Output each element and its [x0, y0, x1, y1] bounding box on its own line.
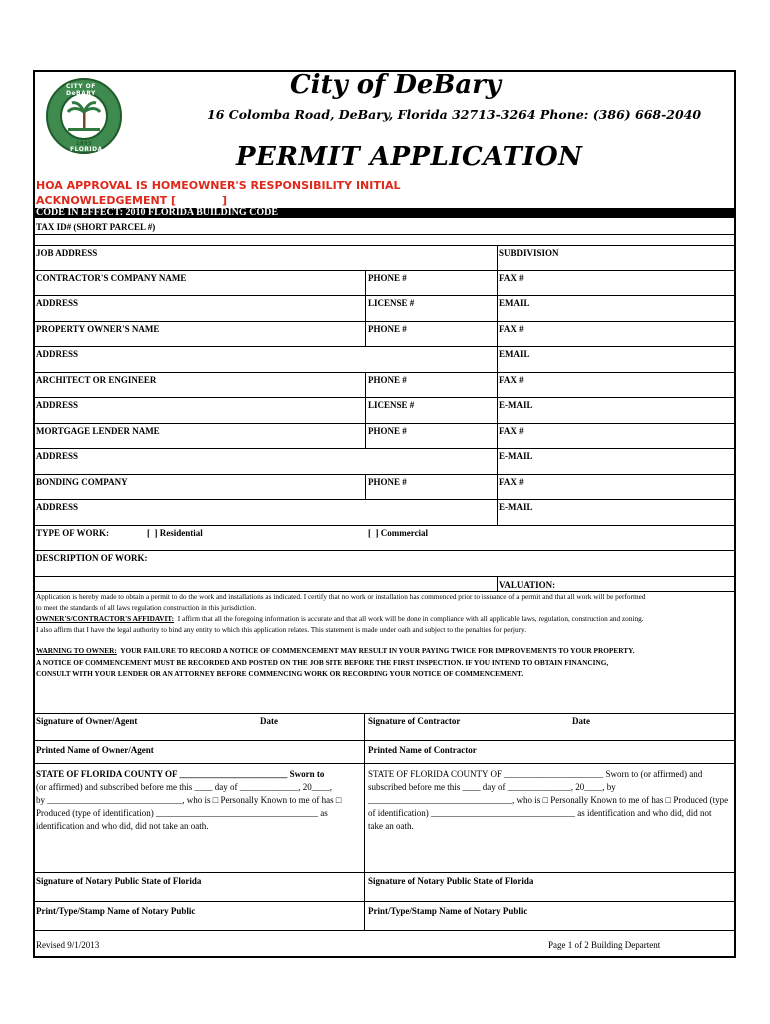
affidavit-para1-line1: Application is hereby made to obtain a permit to do the work and installations as indicated. I certify that no work or installation has commenced prior to issuance of a permit and that all work will be performed [36, 592, 646, 601]
affidavit-para2-line1 [36, 614, 644, 624]
tax-id-label[interactable]: TAX ID# (SHORT PARCEL #) [36, 222, 156, 232]
revised-date: Revised 9/1/2013 [36, 940, 100, 950]
owner-signature-label[interactable]: Signature of Owner/Agent [36, 716, 138, 726]
palm-tree-icon [60, 92, 108, 140]
notary-left-line1: STATE OF FLORIDA COUNTY OF ________________________ Sworn to [36, 769, 325, 779]
owner-printed-name-label[interactable]: Printed Name of Owner/Agent [36, 745, 154, 755]
architect-label[interactable]: ARCHITECT OR ENGINEER [36, 375, 157, 385]
contractor-address-label[interactable]: ADDRESS [36, 298, 79, 308]
architect-email-label[interactable]: E-MAIL [499, 400, 533, 410]
mortgage-phone-label[interactable]: PHONE # [368, 426, 407, 436]
description-of-work-label[interactable]: DESCRIPTION OF WORK: [36, 553, 148, 563]
owner-address-label[interactable]: ADDRESS [36, 349, 79, 359]
owner-email-label[interactable]: EMAIL [499, 349, 530, 359]
warning-line1 [36, 646, 635, 656]
city-seal [46, 78, 122, 154]
notary-right-line3: ________________________________, who is □ Personally Known to me of has □ Produced (type [368, 795, 729, 805]
notary-right-line2: subscribed before me this ____ day of ______________, 20____, by [368, 782, 616, 792]
mortgage-lender-label[interactable]: MORTGAGE LENDER NAME [36, 426, 160, 436]
type-of-work-label: TYPE OF WORK: [36, 528, 110, 538]
valuation-label[interactable]: VALUATION: [499, 580, 556, 590]
notary-right-line1: STATE OF FLORIDA COUNTY OF ______________________ Sworn to (or affirmed) and [368, 769, 703, 779]
contractor-name-label[interactable]: CONTRACTOR'S COMPANY NAME [36, 273, 187, 283]
warning-line2: A NOTICE OF COMMENCEMENT MUST BE RECORDED AND POSTED ON THE JOB SITE BEFORE THE FIRST INSPECTION. IF YOU INTEND TO OBTAIN FINANCING, [36, 658, 609, 667]
commercial-checkbox[interactable]: [ ] Commercial [368, 528, 429, 538]
seal-bottom-text: FLORIDA [70, 146, 103, 153]
hoa-notice-line1: HOA APPROVAL IS HOMEOWNER'S RESPONSIBILITY INITIAL [36, 179, 401, 192]
mortgage-address-label[interactable]: ADDRESS [36, 451, 79, 461]
seal-top-text: CITY OF DeBARY [66, 83, 96, 97]
affidavit-heading: OWNER'S/CONTRACTOR'S AFFIDAVIT: [36, 614, 175, 623]
architect-license-label[interactable]: LICENSE # [368, 400, 415, 410]
notary-right-line4: of identification) ________________________________ as identification and who did, did not [368, 808, 712, 818]
owner-date-label[interactable]: Date [260, 716, 278, 726]
contractor-signature-label[interactable]: Signature of Contractor [368, 716, 461, 726]
bonding-email-label[interactable]: E-MAIL [499, 502, 533, 512]
contractor-phone-label[interactable]: PHONE # [368, 273, 407, 283]
architect-address-label[interactable]: ADDRESS [36, 400, 79, 410]
form-title: PERMIT APPLICATION [236, 142, 583, 172]
notary-left-line5: identification and who did, did not take an oath. [36, 821, 209, 831]
notary-left-line3: by ______________________________, who is □ Personally Known to me of has □ [36, 795, 342, 805]
bonding-phone-label[interactable]: PHONE # [368, 477, 407, 487]
page-number: Page 1 of 2 Building Departent [548, 940, 661, 950]
affidavit-text: I affirm that all the foregoing information is accurate and that all work will be done in compliance with all applicable laws, regulation, construction and zoning. [174, 614, 644, 623]
job-address-label[interactable]: JOB ADDRESS [36, 248, 98, 258]
architect-fax-label[interactable]: FAX # [499, 375, 524, 385]
address-line: 16 Colomba Road, DeBary, Florida 32713-3264 Phone: (386) 668-2040 [207, 107, 702, 122]
code-in-effect-bar: CODE IN EFFECT: 2010 FLORIDA BUILDING CODE [33, 208, 736, 218]
owner-name-label[interactable]: PROPERTY OWNER'S NAME [36, 324, 160, 334]
contractor-license-label[interactable]: LICENSE # [368, 298, 415, 308]
bonding-fax-label[interactable]: FAX # [499, 477, 524, 487]
subdivision-label[interactable]: SUBDIVISION [499, 248, 559, 258]
contractor-printed-name-label[interactable]: Printed Name of Contractor [368, 745, 477, 755]
contractor-date-label[interactable]: Date [572, 716, 590, 726]
notary-print-left-label[interactable]: Print/Type/Stamp Name of Notary Public [36, 906, 196, 916]
city-title: City of DeBary [290, 70, 502, 100]
owner-fax-label[interactable]: FAX # [499, 324, 524, 334]
notary-left-line2: (or affirmed) and subscribed before me this ____ day of _____________, 20____, [36, 782, 333, 792]
contractor-email-label[interactable]: EMAIL [499, 298, 530, 308]
affidavit-para1-line2: to meet the standards of all laws regulation construction in this jurisdiction. [36, 603, 257, 612]
bonding-address-label[interactable]: ADDRESS [36, 502, 79, 512]
notary-signature-right-label[interactable]: Signature of Notary Public State of Florida [368, 876, 534, 886]
contractor-fax-label[interactable]: FAX # [499, 273, 524, 283]
notary-signature-left-label[interactable]: Signature of Notary Public State of Florida [36, 876, 202, 886]
warning-heading: WARNING TO OWNER: [36, 646, 117, 655]
seal-year: 1993 [76, 141, 92, 147]
residential-checkbox[interactable]: [ ] Residential [147, 528, 203, 538]
mortgage-email-label[interactable]: E-MAIL [499, 451, 533, 461]
warning-text: YOUR FAILURE TO RECORD A NOTICE OF COMMENCEMENT MAY RESULT IN YOUR PAYING TWICE FOR IMPROVEMENTS TO YOUR PROPERTY. [116, 646, 635, 655]
notary-right-line5: take an oath. [368, 821, 414, 831]
owner-phone-label[interactable]: PHONE # [368, 324, 407, 334]
architect-phone-label[interactable]: PHONE # [368, 375, 407, 385]
bonding-company-label[interactable]: BONDING COMPANY [36, 477, 128, 487]
notary-left-line4: Produced (type of identification) ____________________________________ as [36, 808, 328, 818]
hoa-notice-line2: ACKNOWLEDGEMENT [ ] [36, 194, 228, 207]
mortgage-fax-label[interactable]: FAX # [499, 426, 524, 436]
notary-print-right-label[interactable]: Print/Type/Stamp Name of Notary Public [368, 906, 528, 916]
affidavit-para2-line2: I also affirm that I have the legal authority to bind any entity to which this application relates. This statement is made under oath and subject to the penalties for perjury. [36, 625, 527, 634]
warning-line3: CONSULT WITH YOUR LENDER OR AN ATTORNEY BEFORE COMMENCING WORK OR RECORDING YOUR NOTICE OF COMMENCEMENT. [36, 669, 524, 678]
